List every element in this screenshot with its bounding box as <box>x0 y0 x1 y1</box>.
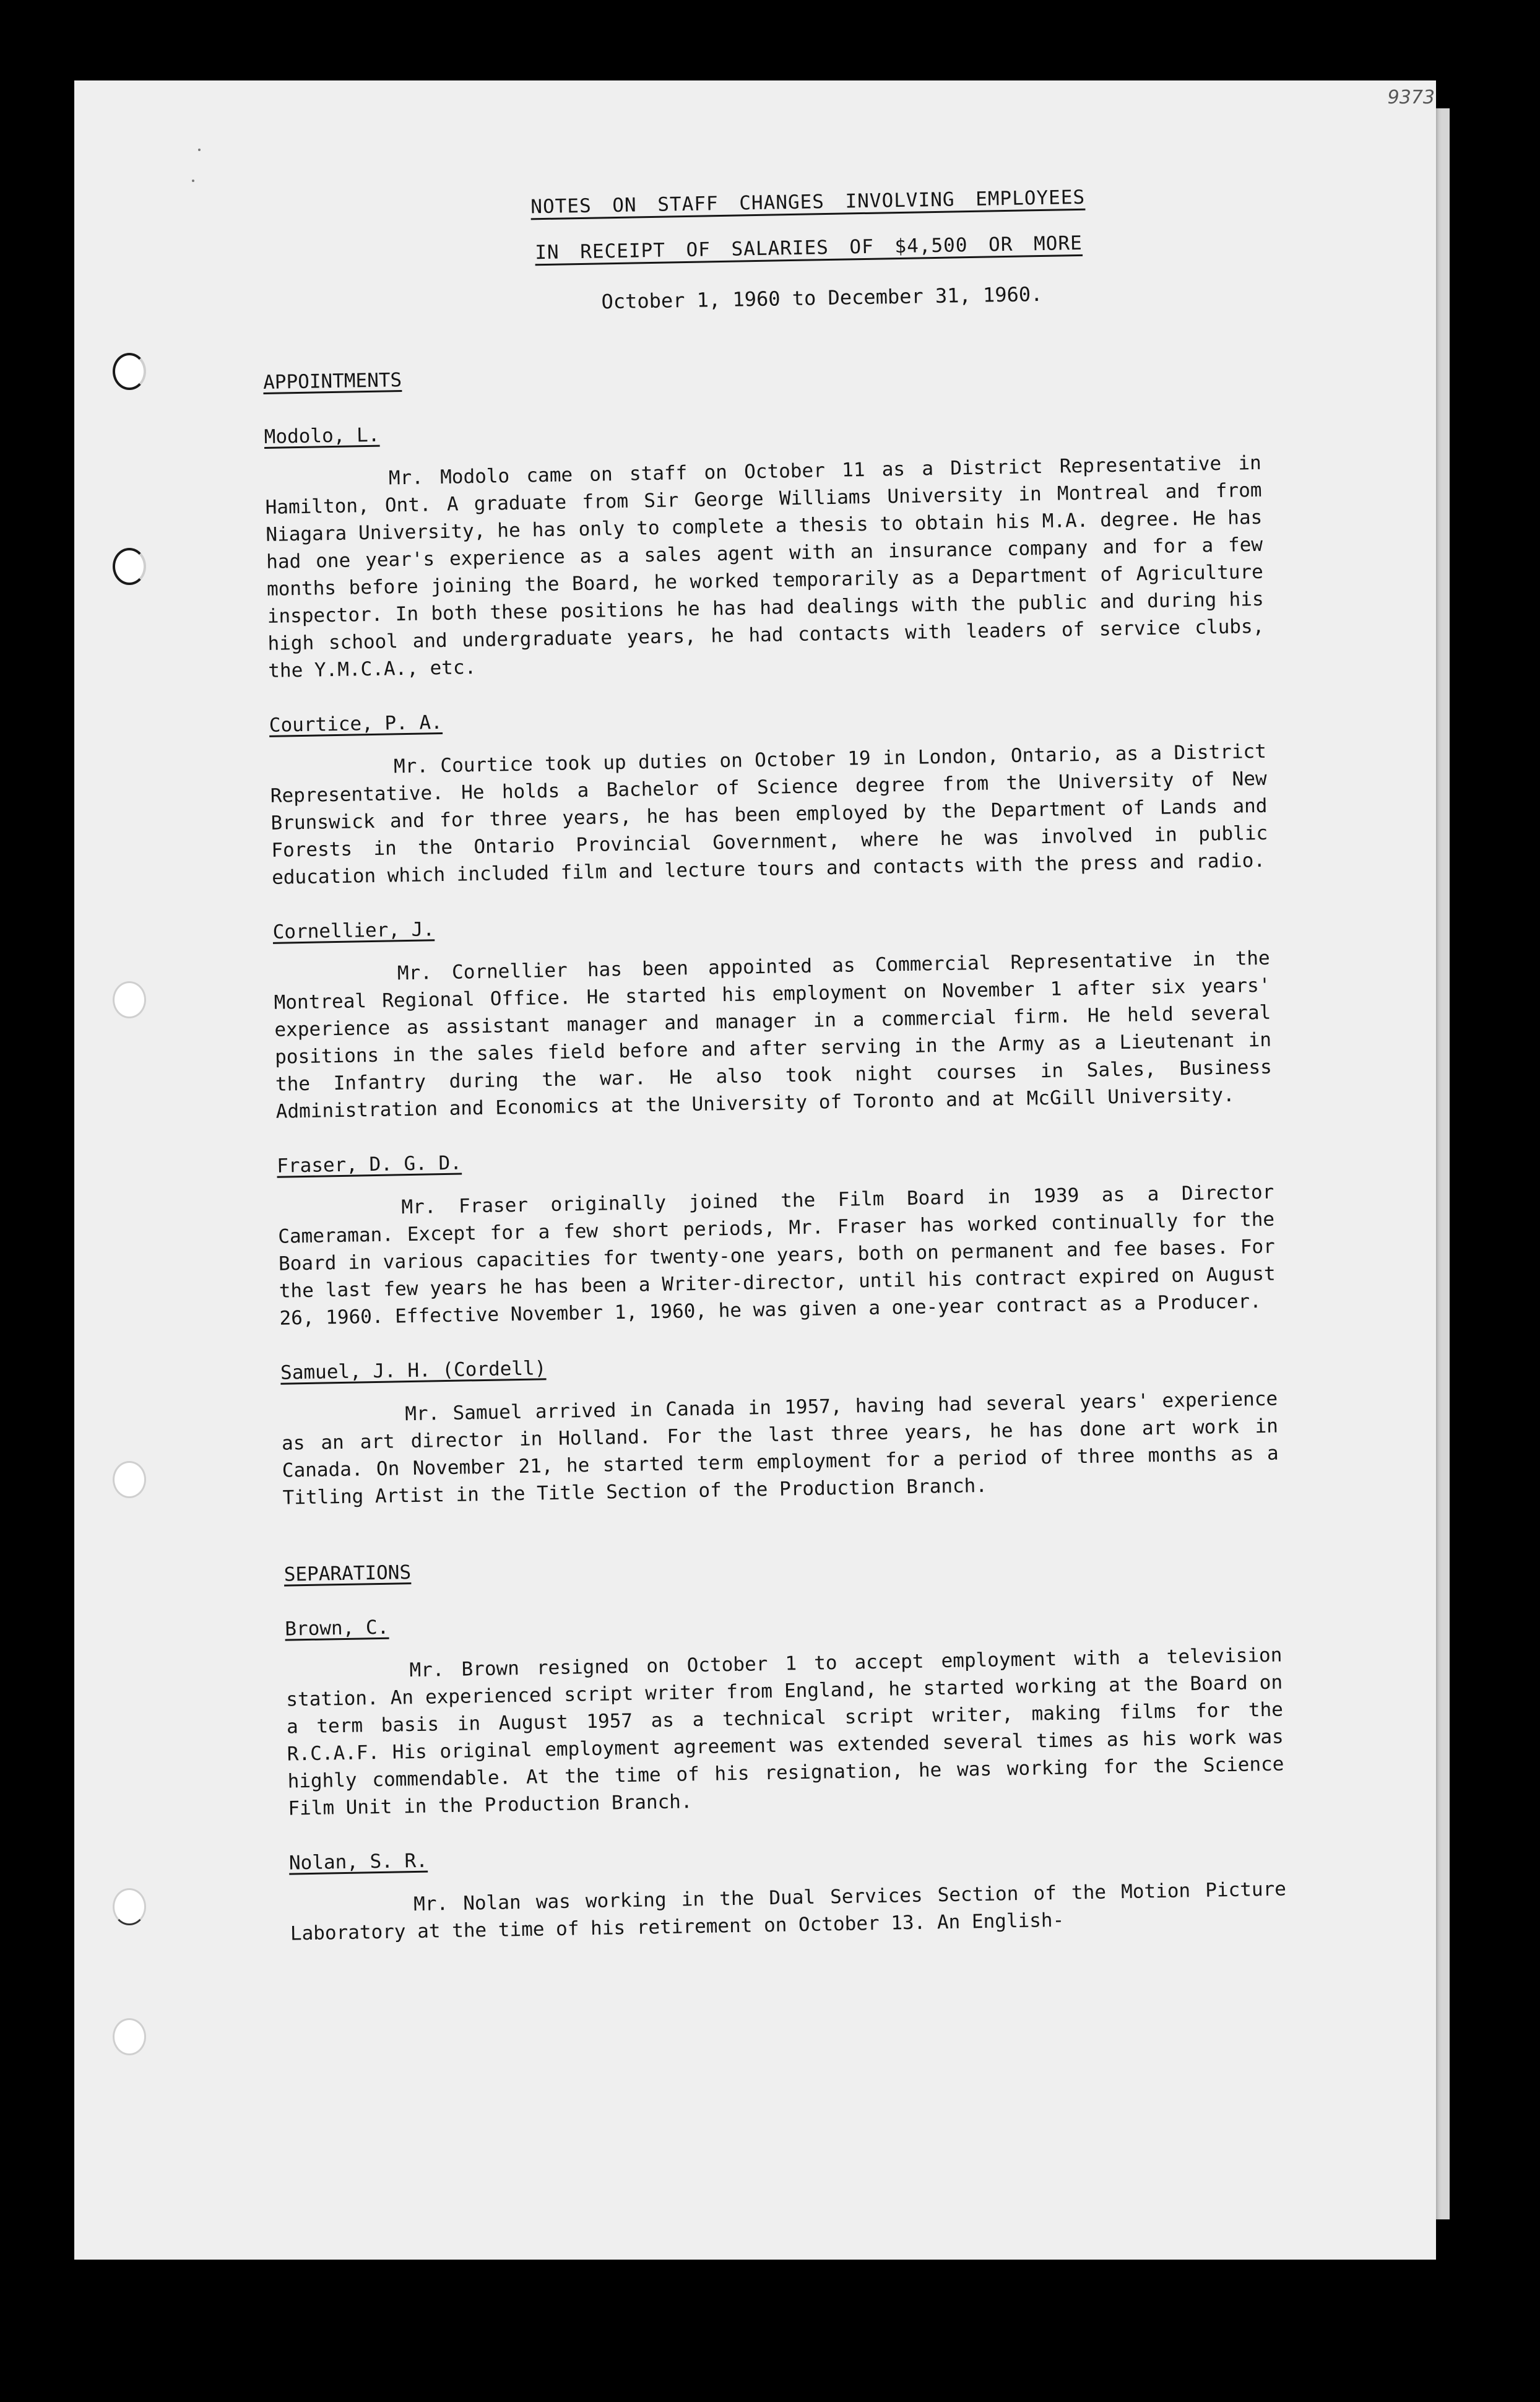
entry-name: Modolo, L. <box>264 423 380 448</box>
entry-cornellier <box>272 898 1440 1125</box>
punch-hole-icon <box>113 353 146 390</box>
section-heading-separations: SEPARATIONS <box>283 1561 412 1586</box>
document-content <box>260 178 1454 1947</box>
entry-text: Mr. Fraser originally joined the Film Board in 1939 as a Director Cameraman. Except for a few short periods, Mr. Fraser has worked continually for the Board in various capacities for twenty-one years, both on permanent and fee bases. For the last few years he has been a Writer-director, until his contract expired on August 26, 1960. Effective November 1, 1960, he was given a one-year contract as a Producer. <box>277 1181 1276 1330</box>
entry-fraser <box>277 1132 1443 1332</box>
punch-hole-icon <box>113 548 146 585</box>
entry-text: Mr. Cornellier has been appointed as Commercial Representative in the Montreal Regional Office. He started his employment on November 1 after six years' experience as assistant manager and manager in a commercial firm. He held several positions in the sales field before and after serving in the Army as a Lieutenant in the Infantry during the war. He also took night courses in Sales, Business Administration and Economics at the University of Toronto and at McGill University. <box>274 947 1273 1123</box>
entry-text: Mr. Modolo came on staff on October 11 as a District Representative in Hamilton, Ont. A graduate from Sir George Williams University in Montreal and from Niagara University, he has only to complete a thesis to obtain his M.A. degree. He has had one year's experience as a sales agent with an insurance company and for a few months before joining the Board, he worked temporarily as a Department of Agriculture inspector. In both these positions he has had dealings with the public and during his high school and undergraduate years, he had contacts with leaders of service clubs, the Y.M.C.A., etc. <box>265 451 1265 682</box>
entry-text: Mr. Samuel arrived in Canada in 1957, having had several years' experience as an art director in Holland. For the last three years, he has done art work in Canada. On November 21, he started term employment for a period of three months as a Titling Artist in the Title Section of the Production Branch. <box>281 1387 1279 1509</box>
section-heading-appointments: APPOINTMENTS <box>262 369 402 394</box>
entry-text: Mr. Nolan was working in the Dual Services Section of the Motion Picture Laboratory at the time of his retirement on October 13. An English- <box>290 1878 1287 1945</box>
entry-name: Courtice, P. A. <box>269 711 443 737</box>
entry-courtice <box>269 692 1435 891</box>
entry-brown <box>285 1595 1452 1823</box>
entry-name: Fraser, D. G. D. <box>276 1151 462 1177</box>
entry-text: Mr. Brown resigned on October 1 to accept employment with a television station. An experienced script writer from England, he started working at the Board on a term basis in August 1957 as a technical script writer, making films for the R.C.A.F. His original employment agreement was extended several times as his work was highly commendable. At the time of his resignation, he was working for the Science Film Unit in the Production Branch. <box>286 1644 1284 1820</box>
document-page <box>74 80 1436 2260</box>
entry-name: Nolan, S. R. <box>288 1849 428 1875</box>
entry-text: Mr. Courtice took up duties on October 19 in London, Ontario, as a District Representative. He holds a Bachelor of Science degree from the University of New Brunswick and for three years, he has been employed by the Department of Lands and Forests in the Ontario Provincial Government, where he was involved in public education which included film and lecture tours and contacts with the press and radio. <box>270 740 1268 889</box>
punch-hole-icon <box>113 2018 146 2055</box>
punch-hole-icon <box>113 1888 146 1925</box>
paper-speck <box>192 180 194 182</box>
punch-hole-icon <box>113 981 146 1018</box>
entry-name: Samuel, J. H. (Cordell) <box>280 1357 547 1384</box>
document-title-line1: NOTES ON STAFF CHANGES INVOLVING EMPLOYEES <box>530 186 1086 219</box>
entry-modolo <box>264 403 1432 685</box>
date-range: October 1, 1960 to December 31, 1960. <box>601 282 1043 314</box>
page-number: 9373 <box>1387 87 1435 108</box>
entry-nolan <box>289 1829 1454 1948</box>
document-title-line2: IN RECEIPT OF SALARIES OF $4,500 OR MORE <box>535 232 1083 264</box>
entry-name: Brown, C. <box>285 1616 389 1641</box>
entry-samuel <box>280 1339 1447 1512</box>
punch-hole-icon <box>113 1461 146 1498</box>
paper-speck <box>198 149 201 151</box>
entry-name: Cornellier, J. <box>272 918 435 943</box>
